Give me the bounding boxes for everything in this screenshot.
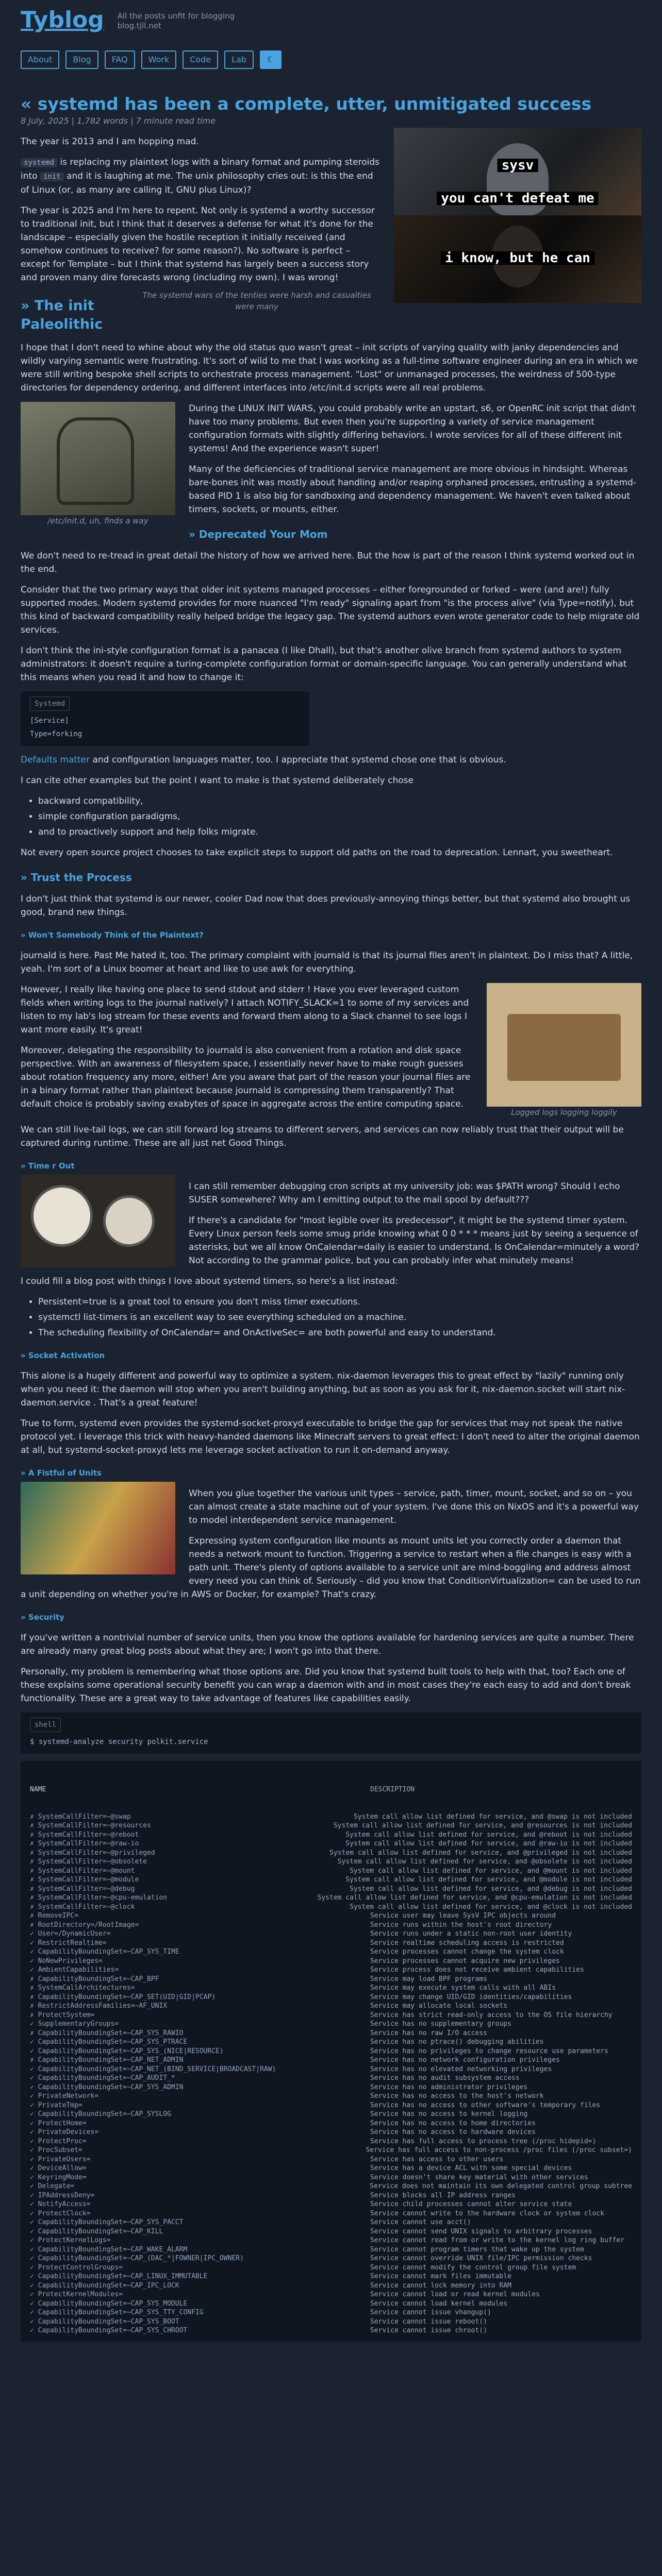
table-row <box>30 1993 632 2002</box>
table-cell-name: ✗ SystemCallFilter=~@module <box>30 1876 139 1884</box>
table-cell-desc: Service has strict read-only access to the OS file hierarchy <box>370 2011 613 2019</box>
table-cell-desc: Service has no access to kernel logging <box>370 2110 528 2118</box>
table-cell-name: ✓ DeviceAllow= <box>30 2164 87 2172</box>
table-cell-name: ✓ CapabilityBoundingSet=~CAP_(DAC_*|FOWNER|IPC_OWNER) <box>30 2255 244 2262</box>
table-row <box>30 2254 632 2263</box>
clock-image <box>21 1175 175 1267</box>
table-cell-name: ✓ PrivateTmp= <box>30 2101 82 2109</box>
list-item: • and to proactively support and help folks migrate. <box>38 825 641 839</box>
table-row <box>30 1812 632 1822</box>
table-row <box>30 2128 632 2137</box>
table-cell-name: ✗ SystemCallFilter=~@cpu-emulation <box>30 1894 168 1902</box>
table-cell-name: ✗ SystemCallFilter=~@obsolete <box>30 1858 147 1866</box>
table-cell-desc: Service may load BPF programs <box>370 1975 487 1983</box>
table-cell-desc: Service processes cannot change the system clock <box>370 1948 564 1956</box>
table-row <box>30 2236 632 2245</box>
table-cell-name: ✓ User=/DynamicUser= <box>30 1930 111 1938</box>
table-cell-name: ✓ CapabilityBoundingSet=~CAP_SYS_TTY_CONFIG <box>30 2309 204 2316</box>
list-item: • The scheduling flexibility of OnCalendar= and OnActiveSec= are both powerful and easy to understand. <box>38 1326 641 1340</box>
table-cell-desc: Service cannot modify the control group file system <box>370 2263 576 2272</box>
table-cell-name: ✗ SystemCallFilter=~@privileged <box>30 1849 155 1857</box>
nav-work-button[interactable]: Work <box>141 50 177 69</box>
table-row <box>30 1903 632 1912</box>
table-row <box>30 2074 632 2083</box>
table-cell-desc: Service has no audit subsystem access <box>370 2074 520 2082</box>
text-span: and it is laughing at me. The unix philosophy cries out: is this the end of Linux (or, as many are calling it, GNU plus Linux)? <box>21 171 373 195</box>
table-row <box>30 2110 632 2119</box>
cards-image <box>21 1482 175 1574</box>
table-cell-name: ✓ CapabilityBoundingSet=~CAP_AUDIT_* <box>30 2074 175 2082</box>
table-cell-desc: System call allow list defined for service, and @mount is not included <box>350 1867 632 1875</box>
table-row <box>30 2164 632 2173</box>
table-row <box>30 2173 632 2182</box>
table-cell-desc: Service has access to other users <box>370 2155 504 2163</box>
table-row <box>30 1831 632 1840</box>
table-cell-desc: Service cannot program timers that wake up the system <box>370 2245 584 2253</box>
list <box>38 794 641 839</box>
table-row <box>30 1929 632 1939</box>
table-cell-desc: Service has full access to non-process /proc files (/proc subset=) <box>366 2146 632 2154</box>
table-cell-desc: Service has a device ACL with some special devices <box>370 2164 572 2172</box>
tagline-text: All the posts unfit for blogging <box>117 11 235 21</box>
clock-shape <box>31 1185 93 1247</box>
nav-blog-button[interactable]: Blog <box>65 50 98 69</box>
post-paragraph: We don't need to re-tread in great detail the history of how we arrived here. But the how is part of the reason I think systemd worked out in the end. <box>21 551 635 574</box>
table-cell-desc: System call allow list defined for service, and @swap is not included <box>353 1812 632 1821</box>
table-row <box>30 2182 632 2191</box>
table-cell-name: ✗ SystemCallFilter=~@swap <box>30 1812 131 1821</box>
table-cell-desc: Service cannot send UNIX signals to arbitrary processes <box>370 2227 592 2235</box>
meme-caption-top: sysv <box>498 159 538 172</box>
table-row <box>30 2245 632 2255</box>
table-cell-desc: Service child processes cannot alter service state <box>370 2200 572 2208</box>
table-cell-name: ✗ ProtectSystem= <box>30 2011 95 2019</box>
list <box>38 1295 641 1340</box>
table-row <box>30 1839 632 1849</box>
table-cell-name: ✓ ProtectControlGroups= <box>30 2263 123 2272</box>
table-row <box>30 1821 632 1831</box>
table-cell-desc: Service has no access to home directories <box>370 2119 536 2127</box>
log-shape <box>507 1014 621 1081</box>
table-cell-desc: System call allow list defined for service, and @resources is not included <box>333 1822 632 1829</box>
table-row <box>30 2227 632 2236</box>
table-row <box>30 2209 632 2218</box>
site-brand-link[interactable]: Tyblog <box>21 7 104 33</box>
table-cell-name: ✓ CapabilityBoundingSet=~CAP_IPC_LOCK <box>30 2281 179 2290</box>
table-row <box>30 2218 632 2227</box>
meme-caption-mid: you can't defeat me <box>437 192 598 205</box>
post-paragraph: This alone is a hugely different and powerful way to optimize a system. nix-daemon leverages this to great effect by "lazily" running only when you need it: the daemon will stop when you aren't building anything, but as soon as you ask for it, nix-daemon.socket will start nix-daemon.service . That's a great feature! <box>21 1371 625 1408</box>
nav-lab-button[interactable]: Lab <box>224 50 254 69</box>
clock-shape <box>103 1195 155 1247</box>
post-paragraph: I don't just think that systemd is our newer, cooler Dad now that does previously-annoying things better, but that systemd also brought us good, brand new things. <box>21 894 631 918</box>
table-row <box>30 1911 632 1921</box>
table-cell-desc: Service may change UID/GID identities/capabilities <box>370 1993 572 2001</box>
table-cell-name: ✓ CapabilityBoundingSet=~CAP_WAKE_ALARM <box>30 2245 188 2253</box>
table-cell-name: ✓ NoNewPrivileges= <box>30 1957 103 1965</box>
log-figure <box>487 983 641 1118</box>
code-line: [Service] <box>30 717 69 725</box>
table-cell-name: ✗ CapabilityBoundingSet=~CAP_SET(UID|GID|PCAP) <box>30 1993 216 2001</box>
table-cell-name: ✓ CapabilityBoundingSet=~CAP_KILL <box>30 2227 163 2235</box>
table-cell-name: ✓ PrivateNetwork= <box>30 2092 99 2100</box>
table-row <box>30 2200 632 2209</box>
table-cell-name: ✗ SystemCallFilter=~@raw-io <box>30 1840 139 1848</box>
site-tagline <box>118 11 235 33</box>
code-line: Type=forking <box>30 730 82 738</box>
table-cell-name: ✗ CapabilityBoundingSet=~CAP_NET_ADMIN <box>30 2056 184 2064</box>
daemon-caption: /etc/init.d, uh, finds a way <box>47 516 148 526</box>
top-nav <box>21 50 641 69</box>
section-heading: » Time r Out <box>21 1161 75 1171</box>
defaults-matter-link[interactable]: Defaults matter <box>21 755 90 765</box>
table-cell-name: ✗ SystemCallFilter=~@reboot <box>30 1831 139 1839</box>
list-item: • backward compatibility, <box>38 794 641 808</box>
table-row <box>30 1939 632 1948</box>
meme-bottom-panel <box>394 215 641 303</box>
daemon-image <box>21 402 175 515</box>
table-cell-desc: Service processes cannot acquire new privileges <box>370 1957 560 1965</box>
table-row <box>30 2155 632 2164</box>
table-row <box>30 1984 632 1993</box>
table-row <box>30 2290 632 2299</box>
table-cell-desc: Service does not maintain its own delegated control group subtree <box>370 2182 632 2190</box>
table-cell-desc: Service runs under a static non-root user identity <box>370 1930 572 1938</box>
section-heading: » Won't Somebody Think of the Plaintext? <box>21 930 204 940</box>
post-paragraph: Many of the deficiencies of traditional service management are more obvious in hindsight. Whereas bare-bones init was mostly about handling and/or reaping orphaned processes, entrusting a systemd-based PID 1 is also big for sandboxing and dependency management. We haven't even talked about timers, sockets, or mounts, either. <box>189 464 637 515</box>
table-row <box>30 1857 632 1867</box>
table-cell-name: ✗ RestrictAddressFamilies=~AF_UNIX <box>30 2002 168 2010</box>
table-cell-name: ✓ KeyringMode= <box>30 2173 87 2181</box>
table-cell-name: ✓ Delegate= <box>30 2182 75 2190</box>
post-paragraph: The year is 2025 and I'm here to repent. Not only is systemd a worthy successor to traditional init, but I think that it deserves a defense for what it's done for the landscape – especially given the hostile reception it initially received (and somehow continues to receive? for some reason?). No software is perfect – except for Template – but I think that systemd has largely been a success story and proven many dire forecasts wrong (including my own). I was wrong! <box>21 206 375 283</box>
table-row <box>30 2326 632 2335</box>
table-cell-name: ✓ RestrictRealtime= <box>30 1939 107 1947</box>
table-row <box>30 2038 632 2047</box>
table-cell-desc: System call allow list defined for service, and @privileged is not included <box>329 1849 632 1857</box>
table-cell-desc: Service doesn't share key material with other services <box>370 2173 588 2181</box>
table-cell-desc: Service realtime scheduling access is restricted <box>370 1939 564 1947</box>
table-cell-desc: Service cannot use acct() <box>370 2218 471 2226</box>
meme-caption-bottom: i know, but he can <box>441 251 594 265</box>
table-cell-desc: Service user may leave SysV IPC objects around <box>370 1912 556 1920</box>
table-cell-name: ✓ ProtectHome= <box>30 2119 87 2127</box>
table-cell-name: ✓ CapabilityBoundingSet=~CAP_SYS_CHROOT <box>30 2327 188 2334</box>
table-cell-desc: Service has no access to other software's temporary files <box>370 2101 601 2109</box>
section-heading: » Socket Activation <box>21 1351 105 1360</box>
table-row <box>30 2272 632 2281</box>
section-heading: » A Fistful of Units <box>21 1468 102 1478</box>
table-cell-desc: Service blocks all IP address ranges <box>370 2191 516 2199</box>
inline-code: systemd <box>21 158 57 167</box>
table-cell-desc: System call allow list defined for service, and @clock is not included <box>350 1903 632 1911</box>
table-cell-desc: Service has no raw I/O access <box>370 2029 487 2037</box>
table-row <box>30 2317 632 2327</box>
table-cell-name: ✓ PrivateUsers= <box>30 2155 91 2163</box>
table-row <box>30 2137 632 2146</box>
section-heading: » Security <box>21 1613 64 1622</box>
post-paragraph: Consider that the two primary ways that older init systems managed processes – either foregrounded or forked – were (and are!) fully supported modes. Modern systemd provides for more nuanced "I'm ready" signaling apart from "is the process alive" (via Type=notify), but this kind of backward compatibility really helped bridge the legacy gap. The systemd authors even wrote generator code to help migrate old services. <box>21 585 640 635</box>
table-cell-desc: Service cannot override UNIX file/IPC permission checks <box>370 2255 592 2262</box>
post-paragraph: During the LINUX INIT WARS, you could probably write an upstart, s6, or OpenRC init script that didn't have too many problems. But even then you're supporting a variety of service management configuration formats with slightly differing behaviors. I wrote services for all of these different init systems! And the experience wasn't super! <box>189 403 636 454</box>
table-cell-desc: Service cannot issue reboot() <box>370 2317 487 2326</box>
table-header-name: NAME <box>30 1786 46 1793</box>
code-block-systemd <box>21 691 309 746</box>
post-paragraph: I hope that I don't need to whine about why the old status quo wasn't great – init scripts of varying quality with janky dependencies and wildly varying semantic were frustrating. It's sort of wild to me that I was working as a full-time software engineer during an era in which we were still writing bespoke shell scripts to orchestrate process management. "Lost" or unmanaged processes, the weirdness of 500-type directories for dependency ordering, and different interfaces into /etc/init.d scripts were all real problems. <box>21 343 638 393</box>
list-item: • Persistent=true is a great tool to ensure you don't miss timer executions. <box>38 1295 641 1309</box>
table-cell-name: ✓ AmbientCapabilities= <box>30 1966 119 1974</box>
table-cell-name: ✓ CapabilityBoundingSet=~CAP_SYS_ADMIN <box>30 2083 184 2091</box>
table-cell-name: ✓ ProtectKernelModules= <box>30 2291 123 2298</box>
code-block-label: shell <box>30 1718 61 1732</box>
section-heading: » Trust the Process <box>21 871 132 884</box>
table-cell-desc: Service has no administrator privileges <box>370 2083 528 2091</box>
security-table <box>21 1761 641 2342</box>
table-cell-desc: Service cannot issue chroot() <box>370 2327 487 2334</box>
nav-faq-button[interactable]: FAQ <box>105 50 135 69</box>
list-item: • simple configuration paradigms, <box>38 810 641 823</box>
table-row <box>30 2083 632 2092</box>
table-cell-name: ✗ SystemCallArchitectures= <box>30 1984 135 1992</box>
table-cell-name: ✗ CapabilityBoundingSet=~CAP_BPF <box>30 1975 159 1983</box>
post-meta: 8 July, 2025 | 1,782 words | 7 minute read time <box>21 116 216 126</box>
clock-figure <box>21 1175 175 1267</box>
table-row <box>30 1867 632 1876</box>
post-paragraph: The year is 2013 and I am hopping mad. <box>21 137 199 147</box>
table-cell-name: ✓ CapabilityBoundingSet=~CAP_SYSLOG <box>30 2110 171 2118</box>
post-paragraph: Moreover, delegating the responsibility to journald is also convenient from a rotation and disk space perspective. With an awareness of filesystem space, I essentially never have to make rough guesses about rotation frequency any more, either! Are you aware that part of the reason your journal files are in a binary format rather than plaintext because journald is compressing them transparently? That default choice is probably saving exabytes of space in aggregate across the entire computing space. <box>21 1045 471 1109</box>
section-heading: » The init Paleolithic <box>21 298 103 332</box>
table-cell-desc: System call allow list defined for service, and @reboot is not included <box>345 1831 632 1839</box>
table-cell-name: ✗ SystemCallFilter=~@clock <box>30 1903 135 1911</box>
code-block-shell <box>21 1713 641 1754</box>
post-paragraph: I can still remember debugging cron scripts at my university job: was $PATH wrong? Should I echo SUSER somewhere? Why am I emitting output to the mail spool by default??? <box>189 1181 620 1205</box>
table-cell-desc: System call allow list defined for service, and @raw-io is not included <box>345 1840 632 1848</box>
table-row <box>30 1947 632 1957</box>
table-cell-desc: Service runs within the host's root directory <box>370 1921 552 1929</box>
code-line: $ systemd-analyze security polkit.service <box>30 1738 208 1746</box>
list-item: • systemctl list-timers is an excellent way to see everything scheduled on a machine. <box>38 1311 641 1324</box>
log-image <box>487 983 641 1107</box>
table-cell-name: ✗ RootDirectory=/RootImage= <box>30 1921 139 1929</box>
table-row <box>30 2056 632 2065</box>
table-cell-desc: System call allow list defined for service, and @obsolete is not included <box>337 1858 632 1866</box>
table-cell-name: ✓ CapabilityBoundingSet=~CAP_SYS_TIME <box>30 1948 179 1956</box>
post-paragraph: I can cite other examples but the point I want to make is that systemd deliberately chose <box>21 775 413 786</box>
table-cell-desc: Service cannot read from or write to the kernel log ring buffer <box>370 2236 625 2244</box>
table-cell-name: ✓ NotifyAccess= <box>30 2200 91 2208</box>
table-cell-desc: Service cannot issue vhangup() <box>370 2309 491 2316</box>
post-paragraph: However, I really like having one place to send stdout and stderr ! Have you ever leveraged custom fields when writing logs to the journal natively? I attach NOTIFY_SLACK=1 to some of my services and listen to my lab's log stream for these events and forward them along to a Slack channel to see logs I want more easily. It's great! <box>21 985 469 1035</box>
table-cell-name: ✓ ProtectProc= <box>30 2137 87 2145</box>
table-cell-desc: Service may execute system calls with all ABIs <box>370 1984 556 1992</box>
table-cell-name: ✗ SystemCallFilter=~@mount <box>30 1867 135 1875</box>
table-cell-name: ✓ IPAddressDeny= <box>30 2191 95 2199</box>
table-row <box>30 2011 632 2020</box>
post-paragraph <box>21 753 641 767</box>
table-cell-name: ✓ CapabilityBoundingSet=~CAP_SYS_(NICE|RESOURCE) <box>30 2047 224 2055</box>
daemon-shape <box>57 417 134 505</box>
table-row <box>30 2281 632 2291</box>
table-row <box>30 1965 632 1975</box>
table-cell-name: ✗ SystemCallFilter=~@debug <box>30 1885 135 1893</box>
table-row <box>30 2263 632 2273</box>
table-cell-name: ✓ CapabilityBoundingSet=~CAP_LINUX_IMMUTABLE <box>30 2273 208 2280</box>
table-cell-desc: Service has no elevated networking privileges <box>370 2065 552 2073</box>
table-cell-desc: Service process does not receive ambient capabilities <box>370 1966 584 1974</box>
table-cell-desc: System call allow list defined for service, and @cpu-emulation is not included <box>317 1894 632 1902</box>
table-row <box>30 2047 632 2056</box>
table-row <box>30 2119 632 2128</box>
post-paragraph: I could fill a blog post with things I love about systemd timers, so here's a list instead: <box>21 1276 399 1286</box>
table-cell-desc: Service has full access to process tree (/proc hidepid=) <box>370 2137 597 2145</box>
section-heading: » Deprecated Your Mom <box>189 528 328 540</box>
table-row <box>30 1875 632 1885</box>
table-header-row <box>30 1785 632 1794</box>
log-caption: Logged logs logging loggily <box>511 1108 617 1117</box>
post-paragraph: If there's a candidate for "most legible over its predecessor", it might be the systemd timer system. Every Linux person feels some smug pride knowing what 0 0 * * * means just by seeing a sequence of asterisks, but we all know OnCalendar=daily is easier to understand. Is OnCalendar=minutely a word? Not according to the grammar police, but you can probably infer what minutely means! <box>189 1215 640 1266</box>
site-header <box>21 0 641 33</box>
post-paragraph: Expressing system configuration like mounts as mount units let you correctly order a daemon that needs a network mount to function. Triggering a service to restart when a file changes is easy with a path unit. There's plenty of options available to a service unit are mind-boggling and address almost every need you can think of. Seriously – did you know that ConditionVirtualization= can be used to run a unit depending on whether you're in AWS or Docker, for example? That's crazy. <box>21 1536 641 1600</box>
table-cell-name: ✗ RemoveIPC= <box>30 1912 78 1920</box>
table-row <box>30 2191 632 2200</box>
post-paragraph: We can still live-tail logs, we can still forward log streams to different servers, and services can now reliably trust that their output will be captured during runtime. These are all just net Good Things. <box>21 1125 624 1148</box>
text-span: and configuration languages matter, too. I appreciate that systemd chose one that is obvious. <box>90 755 506 765</box>
post-paragraph: Personally, my problem is remembering what those options are. Did you know that systemd built tools to help with that, too? Each one of these explains some operational security benefit you can wrap a daemon with and in most cases they're each easy to add and don't break functionality. These are a great way to take advantage of features like capabilities easily. <box>21 1667 631 1704</box>
table-cell-desc: Service may allocate local sockets <box>370 2002 508 2010</box>
table-cell-desc: Service cannot load kernel modules <box>370 2299 508 2308</box>
table-row <box>30 1975 632 1984</box>
nav-code-button[interactable]: Code <box>183 50 218 69</box>
table-cell-desc: Service cannot mark files immutable <box>370 2273 511 2280</box>
table-cell-desc: Service cannot lock memory into RAM <box>370 2281 511 2290</box>
code-block-label: Systemd <box>30 697 70 711</box>
table-cell-name: ✓ ProtectKernelLogs= <box>30 2236 111 2244</box>
table-cell-name: ✓ SupplementaryGroups= <box>30 2020 119 2028</box>
table-row <box>30 2101 632 2110</box>
table-row <box>30 1893 632 1903</box>
table-cell-desc: Service has no privileges to change resource use parameters <box>370 2047 608 2055</box>
table-row <box>30 2092 632 2101</box>
table-cell-desc: Service has no network configuration privileges <box>370 2056 560 2064</box>
meme-top-panel <box>394 128 641 215</box>
table-cell-desc: Service has no access to the host's network <box>370 2092 544 2100</box>
post-paragraph: Not every open source project chooses to take explicit steps to support old paths on the road to deprecation. Lennart, you sweetheart. <box>21 848 613 858</box>
post-paragraph: journald is here. Past Me hated it, too. The primary complaint with journald is that its journal files aren't in plaintext. Do I miss that? A little, yeah. I'm sort of a Linux boomer at heart and like to use awk for everything. <box>21 951 633 974</box>
table-row <box>30 2020 632 2029</box>
text-span: is replacing my plaintext logs with a binary format and pumping steroids into <box>21 157 379 181</box>
post-paragraph: If you've written a nontrivial number of service units, then you know the options available for hardening services are quite a number. There are already many great blog posts about what they are; I won't go into that there. <box>21 1633 634 1656</box>
table-cell-name: ✓ ProcSubset= <box>30 2146 82 2154</box>
table-cell-desc: Service cannot load or read kernel modules <box>370 2291 540 2298</box>
table-row <box>30 1885 632 1894</box>
inline-code: init <box>40 172 64 181</box>
table-cell-desc: System call allow list defined for service, and @debug is not included <box>350 1885 632 1893</box>
table-cell-name: ✓ CapabilityBoundingSet=~CAP_SYS_MODULE <box>30 2299 188 2308</box>
table-cell-desc: System call allow list defined for service, and @module is not included <box>345 1876 632 1884</box>
nav-about-button[interactable]: About <box>21 50 59 69</box>
table-cell-name: ✓ CapabilityBoundingSet=~CAP_NET_(BIND_SERVICE|BROADCAST|RAW) <box>30 2065 276 2073</box>
table-cell-desc: Service has no supplementary groups <box>370 2020 511 2028</box>
moon-icon: ☾ <box>267 55 275 64</box>
meme-caption: The systemd wars of the tenties were harsh and casualties were many <box>142 291 371 311</box>
daemon-figure <box>21 402 175 527</box>
table-cell-name: ✓ ProtectClock= <box>30 2209 91 2217</box>
table-row <box>30 1921 632 1930</box>
table-cell-name: ✓ CapabilityBoundingSet=~CAP_SYS_BOOT <box>30 2317 179 2326</box>
table-row <box>30 1849 632 1858</box>
meme-image <box>394 128 641 303</box>
post-paragraph: I don't think the ini-style configuration format is a panacea (I like Dhall), but that's another olive branch from systemd authors to system administrators: it doesn't require a turing-complete configuration format or domain-specific language. You can generally understand what this means when you read it and how to change it: <box>21 646 627 683</box>
tagline-domain: blog.tjll.net <box>117 21 161 30</box>
table-row <box>30 2299 632 2309</box>
table-row <box>30 2146 632 2155</box>
table-cell-name: ✗ SystemCallFilter=~@resources <box>30 1822 151 1829</box>
table-cell-name: ✓ PrivateDevices= <box>30 2128 99 2136</box>
table-cell-name: ✓ CapabilityBoundingSet=~CAP_SYS_PACCT <box>30 2218 184 2226</box>
table-cell-name: ✗ CapabilityBoundingSet=~CAP_SYS_RAWIO <box>30 2029 184 2037</box>
cards-figure <box>21 1482 175 1574</box>
table-row <box>30 2002 632 2011</box>
table-cell-desc: Service has no ptrace() debugging abilities <box>370 2038 544 2046</box>
post-paragraph: When you glue together the various unit types – service, path, timer, mount, socket, and so on – you can almost create a state machine out of your system. I've done this on NixOS and it's a powerful way to model interdependent service management. <box>189 1488 639 1526</box>
table-row <box>30 2308 632 2317</box>
table-header-desc: DESCRIPTION <box>370 1786 415 1793</box>
theme-toggle-button[interactable] <box>260 50 282 69</box>
table-row <box>30 2029 632 2038</box>
table-cell-desc: Service cannot write to the hardware clock or system clock <box>370 2209 604 2217</box>
table-cell-name: ✓ CapabilityBoundingSet=~CAP_SYS_PTRACE <box>30 2038 188 2046</box>
post-title: « systemd has been a complete, utter, unmitigated success <box>21 94 592 114</box>
table-cell-desc: Service has no access to hardware devices <box>370 2128 536 2136</box>
post-paragraph: True to form, systemd even provides the systemd-socket-proxyd executable to bridge the gap for services that may not speak the native protocol yet. I leverage this trick with heavy-handed daemons like Minecraft servers to great effect: I don't need to alter the original daemon at all, but systemd-socket-proxyd lets me leverage socket activation to run it on-demand anyway. <box>21 1418 640 1455</box>
table-row <box>30 2065 632 2074</box>
table-row <box>30 1957 632 1966</box>
